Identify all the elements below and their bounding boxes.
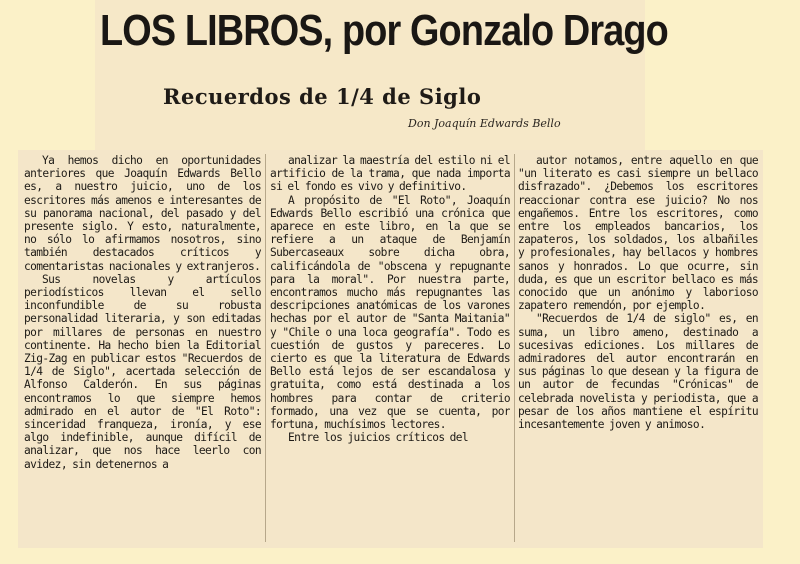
column-divider [514, 154, 515, 542]
article-column-2 [270, 154, 510, 542]
column-divider [265, 154, 266, 542]
paragraph: autor notamos, entre aquello en que "un literato es casi siempre un bellaco disfrazado". ¿Debemos los escritores reaccionar contra ese juicio? No nos engañemos. Entre los escritores, como entre los empleados bancarios, los zapateros, los soldados, los albañiles y profesionales, hay bellacos y hombres sanos y honrados. Lo que ocurre, sin duda, es que un escritor bellaco es más conocido que un anónimo y laborioso zapatero remendón, por ejemplo. [518, 154, 758, 313]
paragraph: A propósito de "El Roto", Joaquín Edwards Bello escribió una crónica que aparece en este libro, en la que se refiere a un ataque de Benjamín Subercaseaux sobre dicha obra, calificándola de "obscena y repugnante para la moral". Por nuestra parte, encontramos mucho más repugnantes las descripciones anatómicas de los varones hechas por el autor de "Santa Maitania" y "Chile o una loca geografía". Todo es cuestión de gustos y pareceres. Lo cierto es que la literatura de Edwards Bello está lejos de ser escandalosa y gratuita, como está destinada a los hombres para contar de criterio formado, una vez que se cuenta, por fortuna, muchísimos lectores. [270, 193, 510, 432]
byline: Don Joaquín Edwards Bello [408, 117, 561, 130]
paragraph: Entre los juicios críticos del [288, 431, 469, 445]
paragraph: Sus novelas y artículos periodísticos llevan el sello inconfundible de su robusta personalidad literaria, y son editadas por millares de personas en nuestro continente. Ha hecho bien la Editorial Zig-Zag en publicar estos "Recuerdos de 1/4 de Siglo", acertada selección de Alfonso Calderón. En sus páginas encontramos lo que siempre hemos admirado en el autor de "El Roto": sinceridad franqueza, ironía, y ese algo indefinible, aunque difícil de analizar, que nos hace leerlo con avidez, sin detenernos a [24, 272, 261, 471]
paragraph: analizar la maestría del estilo ni el artificio de la trama, que nada importa si el fondo es vivo y definitivo. [270, 154, 510, 194]
subheadline: Recuerdos de 1/4 de Siglo [163, 84, 482, 109]
paragraph: "Recuerdos de 1/4 de siglo" es, en suma, un libro ameno, destinado a sucesivas ediciones. Los millares de admiradores del autor encontrarán en sus páginas lo que desean y la figura de un autor de fecundas "Crónicas" de celebrada novelista y periodista, que a pesar de los años mantiene el espíritu incesantemente joven y animoso. [518, 312, 758, 432]
paragraph: Ya hemos dicho en oportunidades anteriores que Joaquín Edwards Bello es, a nuestro juicio, uno de los escritores más amenos e interesantes de su panorama nacional, del pasado y del presente siglo. Y esto, naturalmente, no sólo lo afirmamos nosotros, sino también destacados críticos y comentaristas nacionales y extranjeros. [24, 154, 261, 273]
article-column-1 [24, 154, 261, 542]
article-column-3 [518, 154, 758, 542]
headline: LOS LIBROS, por Gonzalo Drago [100, 6, 668, 55]
